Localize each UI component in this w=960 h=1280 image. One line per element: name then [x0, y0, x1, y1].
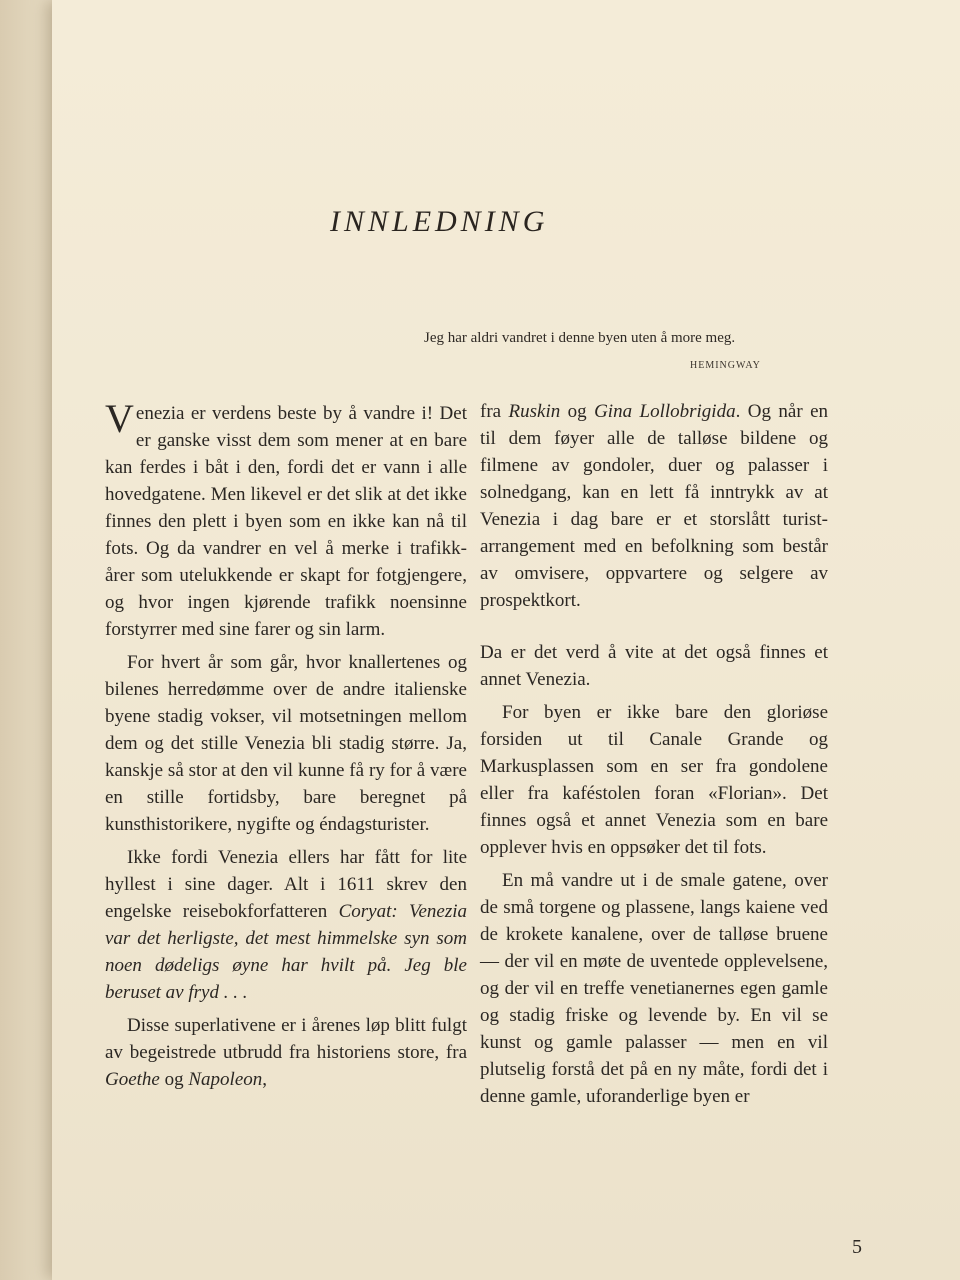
left-column: [105, 396, 467, 1093]
paragraph: fra Ruskin og Gina Lollobrigida. Og når en til dem føyer alle de talløse bildene og filmene av gondoler, duer og palasser i solnedgang, kan en lett få inntrykk av at Venezia i dag bare er et storslått turist-arrangement med en befolkning som består av omvisere, oppvartere og selgere av prospektkort.: [480, 401, 829, 611]
epigraph-author: HEMINGWAY: [690, 360, 761, 371]
chapter-title: INNLEDNING: [330, 205, 549, 238]
paragraph: Disse superlativene er i årenes løp blitt fulgt av begeistrede utbrudd fra historiens store, fra Goethe og Napoleon,: [105, 1015, 467, 1090]
author-name: Coryat: [338, 901, 392, 922]
paragraph: For byen er ikke bare den gloriøse forsiden ut til Canale Grande og Markusplassen som en ser fra gondolene eller fra kaféstolen foran «Florian». Det finnes også et annet Venezia som en bare opplever hvis en oppsøker det til fots.: [480, 702, 828, 858]
paragraph: Venezia er verdens beste by å vandre i! Det er ganske visst dem som mener at en bare kan ferdes i båt i den, fordi det er vann i alle hovedgatene. Men likevel er det slik at det ikke finnes den plett i byen som en ikke kan nå til fots. Og da vandrer en vel å merke i trafikk-årer som utelukkende er skapt for fotgjengere, og hvor ingen kjørende trafikk noensinne forstyrrer med sine farer og sin larm.: [105, 396, 467, 640]
paragraph: Da er det verd å vite at det også finnes et annet Venezia.: [480, 642, 828, 690]
paragraph: For hvert år som går, hvor knallertenes og bilenes herredømme over de andre italienske byene stadig vokser, vil motsetningen mellom dem og det stille Venezia bli stadig større. Ja, kanskje så stor at den vil kunne få ry for å være en stille fortidsby, bare beregnet på kunsthistorikere, nygifte og éndagsturister.: [105, 652, 467, 835]
quote-text: : Venezia var det herligste, det mest himmelske syn som noen dødeligs øyne har hvilt på. Jeg ble beruset av fryd . . .: [105, 901, 467, 1003]
right-column: [480, 398, 828, 1110]
page-number: 5: [852, 1236, 862, 1258]
paragraph: En må vandre ut i de smale gatene, over de små torgene og plassene, langs kaiene ved de krokete kanalene, over de talløse bruene — der vil en møte de uventede opplevelsene, og der vil en treffe venetianernes egen gamle og stadig friske og levende by. En vil se kunst og gamle palasser — men en vil plutselig forstå det på en ny måte, fordi det i denne gamle, uforanderlige byen er: [480, 870, 828, 1107]
drop-cap: V: [105, 396, 134, 441]
epigraph-quote: Jeg har aldri vandret i denne byen uten å more meg.: [424, 330, 736, 346]
paragraph: Ikke fordi Venezia ellers har fått for lite hyllest i sine dager. Alt i 1611 skrev den engelske reisebokforfatteren Coryat: Venezia var det herligste, det mest himmelske syn som noen dødeligs øyne har hvilt på. Jeg ble beruset av fryd . . .: [105, 847, 467, 1003]
